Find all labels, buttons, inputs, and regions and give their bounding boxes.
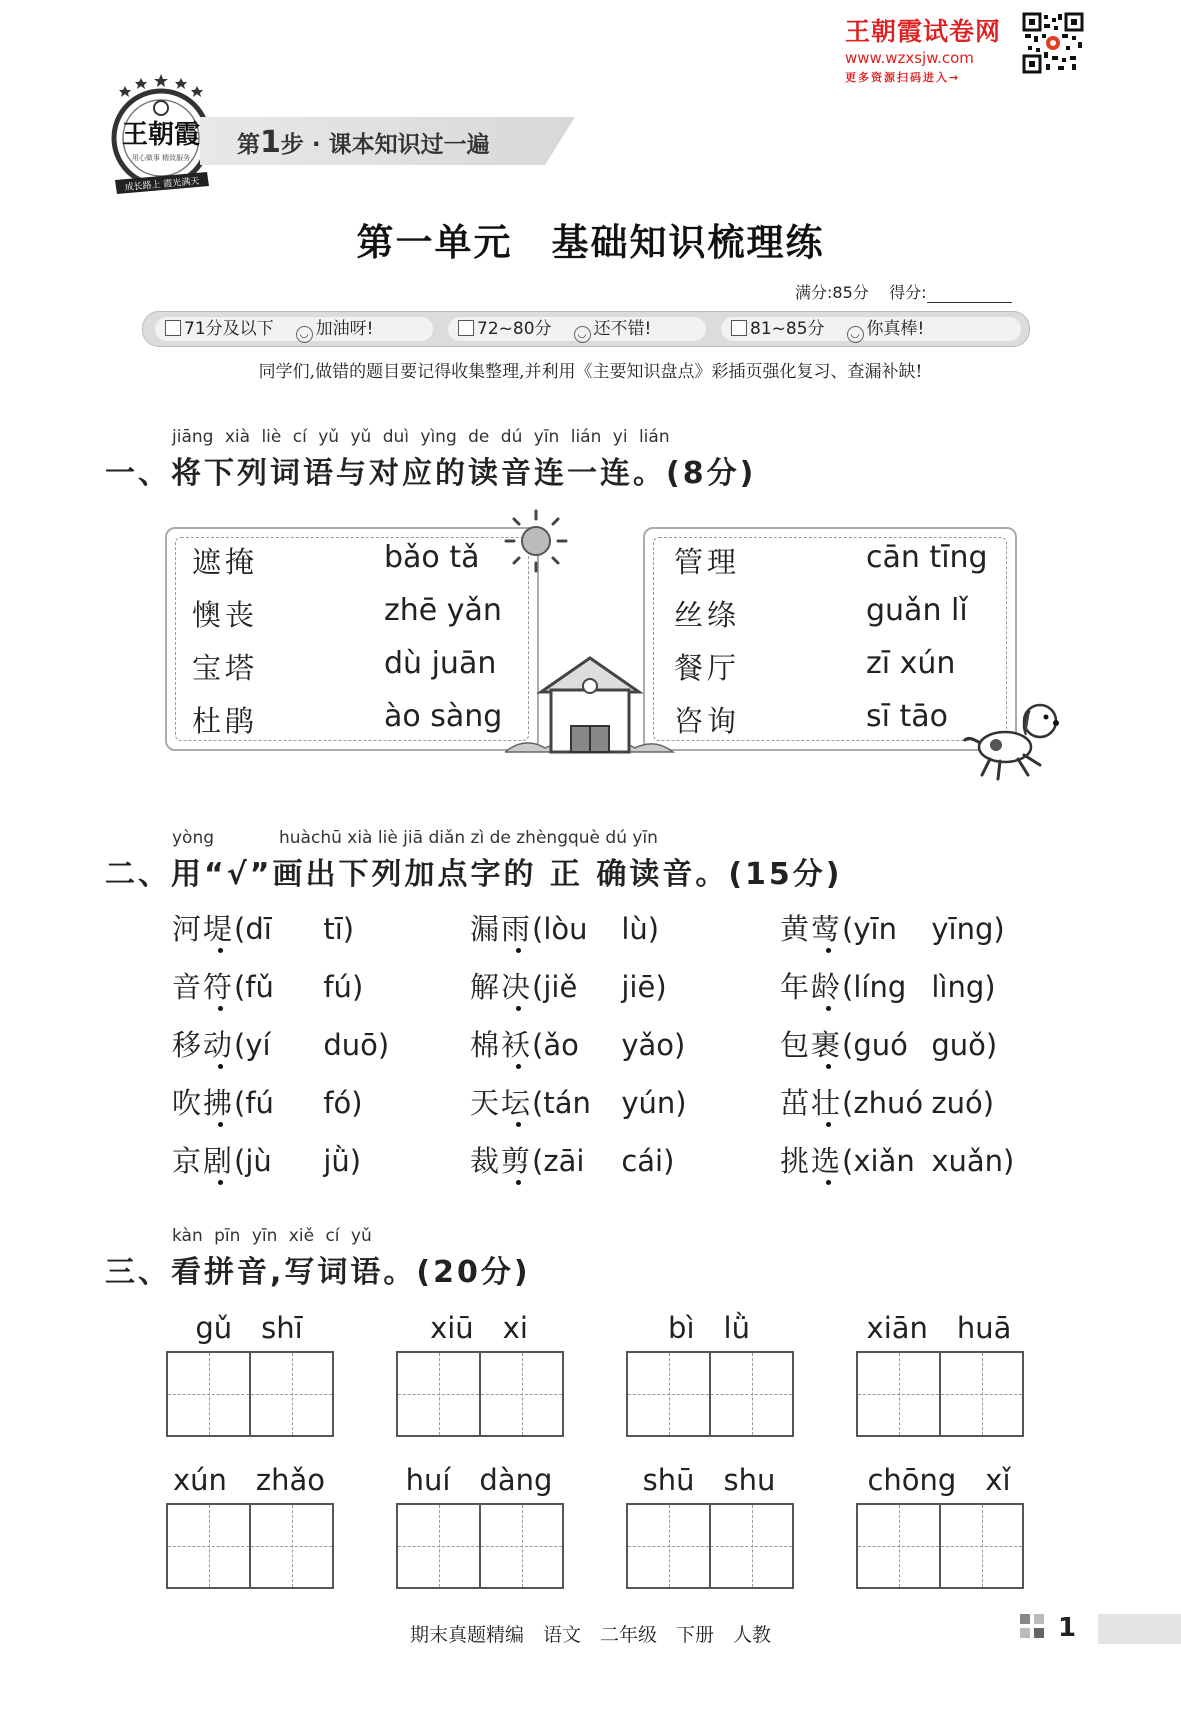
match-pinyin[interactable]: zhē yǎn [384, 593, 502, 628]
pronunciation-item [172, 965, 363, 1006]
emphasis-dot [516, 1064, 521, 1069]
paren-close: ) [351, 970, 364, 1004]
grade-range: 71分及以下 [184, 319, 274, 339]
reading-option-a[interactable]: dī [245, 912, 272, 946]
match-pinyin[interactable]: sī tāo [866, 699, 949, 734]
word-pinyin: shū shu [642, 1463, 776, 1497]
footer-text: 期末真题精编 语文 二年级 下册 人教 [409, 1624, 771, 1646]
grade-checkbox[interactable] [458, 320, 474, 336]
emphasis-dot [826, 1006, 831, 1011]
match-word[interactable]: 丝绦 [674, 598, 741, 632]
writing-grid[interactable] [166, 1503, 334, 1589]
dog-icon [960, 695, 1070, 785]
reading-option-a[interactable]: zāi [543, 1144, 585, 1178]
grade-checkbox[interactable] [731, 320, 747, 336]
q1-pinyin: jiāng xià liè cí yǔ yǔ duì yìng de dú yīn lián yi lián [172, 427, 670, 447]
page-title: 第一单元 基础知识梳理练 [356, 221, 825, 264]
reading-option-b[interactable]: jiē [621, 970, 656, 1004]
q2-pinyin-a: yòng [172, 828, 215, 848]
q2-heading: 二、用“√”画出下列加点字的 正 确读音。(15分) [105, 857, 843, 892]
paren-close: ) [675, 1086, 687, 1120]
pronunciation-item [780, 965, 996, 1006]
paren-close: ) [655, 970, 667, 1004]
writing-grid[interactable] [396, 1503, 564, 1589]
paren-close: ) [1003, 1144, 1015, 1178]
logo-text: 王朝霞 [121, 120, 201, 150]
q1-heading: 一、将下列词语与对应的读音连一连。(8分) [105, 456, 757, 491]
item-word: 漏雨 [470, 912, 533, 946]
paren-close: ) [663, 1144, 675, 1178]
reading-option-b[interactable]: fó [323, 1086, 352, 1120]
writing-grid[interactable] [856, 1503, 1024, 1589]
grade-comment: 你真棒! [866, 319, 925, 339]
paren-open: ( [842, 1144, 854, 1178]
paren-open: ( [842, 970, 854, 1004]
page-number: 1 [1058, 1613, 1077, 1643]
emphasis-dot [826, 948, 831, 953]
step-prefix: 第 [237, 132, 260, 158]
grade-option-low [155, 317, 433, 341]
reading-option-a[interactable]: zhuó [853, 1086, 924, 1120]
full-score: 满分:85分 [795, 283, 869, 302]
reading-option-b[interactable]: tī [323, 912, 343, 946]
reading-option-a[interactable]: líng [853, 970, 907, 1004]
item-word: 天坛 [470, 1086, 533, 1120]
item-word: 棉袄 [470, 1028, 533, 1062]
word-pinyin: xiū xi [430, 1311, 528, 1345]
paren-close: ) [342, 912, 355, 946]
reading-option-b[interactable]: duō [323, 1028, 378, 1062]
pronunciation-item [470, 907, 659, 948]
emphasis-dot [516, 1122, 521, 1127]
paren-close: ) [377, 1028, 390, 1062]
grade-comment: 还不错! [593, 319, 652, 339]
logo-ribbon: 成长路上 霞光满天 [124, 176, 200, 194]
item-word: 解决 [470, 970, 533, 1004]
corner-squares-icon [1020, 1614, 1052, 1644]
pronunciation-item [780, 907, 1005, 948]
pronunciation-item [172, 1023, 389, 1064]
paren-close: ) [674, 1028, 686, 1062]
paren-open: ( [532, 1086, 544, 1120]
emphasis-dot [218, 948, 223, 953]
paren-close: ) [351, 1086, 363, 1120]
item-word: 茁壮 [780, 1086, 843, 1120]
paren-open: ( [842, 1086, 854, 1120]
brand-block [845, 12, 1027, 85]
paren-close: ) [993, 912, 1005, 946]
reading-option-a[interactable]: lòu [543, 912, 588, 946]
brand-url[interactable]: www.wzxsjw.com [845, 49, 974, 67]
paren-open: ( [532, 970, 544, 1004]
reading-option-b[interactable]: fú [323, 970, 352, 1004]
match-word[interactable]: 咨询 [674, 704, 741, 738]
item-word: 挑选 [780, 1144, 843, 1178]
item-word: 京剧 [172, 1144, 235, 1178]
match-pinyin[interactable]: ào sàng [384, 699, 503, 734]
emphasis-dot [218, 1122, 223, 1127]
score-blank[interactable] [927, 302, 1012, 303]
emphasis-dot [826, 1122, 831, 1127]
emphasis-dot [516, 1006, 521, 1011]
reading-option-b[interactable]: zuó [931, 1086, 983, 1120]
match-pinyin[interactable]: bǎo tǎ [384, 540, 480, 575]
paren-open: ( [234, 970, 246, 1004]
reading-option-b[interactable]: xuǎn [931, 1144, 1004, 1178]
page-bar [1098, 1614, 1181, 1644]
emphasis-dot [218, 1064, 223, 1069]
pronunciation-item [470, 1081, 687, 1122]
word-pinyin: xiān huā [866, 1311, 1012, 1345]
emphasis-dot [218, 1180, 223, 1185]
item-word: 裁剪 [470, 1144, 533, 1178]
item-word: 年龄 [780, 970, 843, 1004]
qr-code-icon[interactable] [1022, 12, 1084, 74]
reading-option-a[interactable]: tán [543, 1086, 591, 1120]
reading-option-b[interactable]: yún [621, 1086, 676, 1120]
reading-option-b[interactable]: lìng [931, 970, 985, 1004]
grade-range: 72~80分 [477, 319, 552, 339]
score-line [795, 280, 1012, 303]
match-pinyin[interactable]: dù juān [384, 646, 497, 681]
reminder-text: 同学们,做错的题目要记得收集整理,并利用《主要知识盘点》彩插页强化复习、查漏补缺! [258, 362, 923, 382]
step-suffix: 步 · 课本知识过一遍 [280, 132, 490, 158]
emphasis-dot [826, 1064, 831, 1069]
reading-option-a[interactable]: fú [245, 1086, 274, 1120]
word-pinyin: xún zhǎo [172, 1463, 326, 1497]
paren-open: ( [234, 912, 246, 946]
reading-option-b[interactable]: lù [621, 912, 648, 946]
reading-option-a[interactable]: ǎo [543, 1028, 579, 1062]
brand-tip: 更多资源扫码进入→ [845, 71, 961, 84]
q3-pinyin: kàn pīn yīn xiě cí yǔ [172, 1226, 372, 1246]
item-word: 包裹 [780, 1028, 843, 1062]
pronunciation-item [172, 1139, 361, 1180]
q2-pinyin-b: huàchū xià liè jiā diǎn zì de zhèngquè dú yīn [279, 828, 658, 848]
pronunciation-item [780, 1081, 994, 1122]
step-label [237, 125, 490, 160]
reading-option-a[interactable]: guó [853, 1028, 908, 1062]
reading-option-a[interactable]: yīn [853, 912, 897, 946]
item-word: 移动 [172, 1028, 235, 1062]
paren-open: ( [532, 1144, 544, 1178]
reading-option-a[interactable]: fǔ [245, 970, 274, 1004]
pronunciation-item [470, 965, 667, 1006]
q3-heading: 三、看拼音,写词语。(20分) [105, 1255, 531, 1290]
reading-option-b[interactable]: jǜ [323, 1144, 350, 1178]
match-word[interactable]: 杜鹃 [192, 704, 259, 738]
word-pinyin: gǔ shī [195, 1311, 303, 1345]
reading-option-a[interactable]: jiě [543, 970, 578, 1004]
writing-grid[interactable] [856, 1351, 1024, 1437]
step-number: 1 [260, 125, 281, 160]
pronunciation-item [780, 1139, 1014, 1180]
score-label: 得分: [889, 283, 927, 302]
sun-icon [500, 507, 572, 575]
brand-name: 王朝霞试卷网 [845, 17, 1002, 46]
paren-close: ) [982, 1086, 995, 1120]
item-word: 河堤 [172, 912, 235, 946]
grade-checkbox[interactable] [165, 320, 181, 336]
paren-open: ( [234, 1028, 246, 1062]
word-pinyin: bì lǜ [668, 1311, 750, 1345]
emphasis-dot [516, 948, 521, 953]
grade-bar [142, 311, 1030, 347]
word-pinyin: chōng xǐ [867, 1463, 1011, 1497]
match-word[interactable]: 管理 [674, 545, 741, 579]
item-word: 吹拂 [172, 1086, 235, 1120]
grade-range: 81~85分 [750, 319, 825, 339]
item-word: 黄莺 [780, 912, 843, 946]
logo-ring-text: 用心做事 精致服务 [131, 154, 191, 162]
emphasis-dot [826, 1180, 831, 1185]
pronunciation-item [470, 1023, 685, 1064]
writing-grid[interactable] [396, 1351, 564, 1437]
reading-option-b[interactable]: yǎo [621, 1028, 675, 1062]
reading-option-a[interactable]: jù [245, 1144, 272, 1178]
paren-open: ( [842, 1028, 854, 1062]
writing-grid[interactable] [626, 1351, 794, 1437]
paren-open: ( [234, 1086, 246, 1120]
cheer-face-icon: ◡ [296, 326, 313, 343]
paren-close: ) [985, 1028, 998, 1062]
house-icon [505, 650, 675, 760]
grade-option-high [721, 317, 1021, 341]
match-pinyin[interactable]: cān tīng [866, 540, 988, 575]
pronunciation-item [172, 907, 354, 948]
match-pinyin[interactable]: zī xún [866, 646, 956, 681]
item-word: 音符 [172, 970, 235, 1004]
grade-option-mid [448, 317, 706, 341]
smile-face-icon: ◡ [574, 326, 591, 343]
reading-option-b[interactable]: yīng [931, 912, 994, 946]
happy-face-icon: ◡ [847, 326, 864, 343]
pronunciation-item [780, 1023, 997, 1064]
reading-option-b[interactable]: cái [621, 1144, 664, 1178]
emphasis-dot [218, 1006, 223, 1011]
paren-close: ) [349, 1144, 362, 1178]
grade-comment: 加油呀! [315, 319, 374, 339]
match-word[interactable]: 遮掩 [192, 545, 259, 579]
writing-grid[interactable] [626, 1503, 794, 1589]
paren-open: ( [842, 912, 854, 946]
match-word[interactable]: 餐厅 [674, 651, 741, 685]
word-pinyin: huí dàng [405, 1463, 553, 1497]
paren-open: ( [532, 1028, 544, 1062]
match-pinyin[interactable]: guǎn lǐ [866, 593, 968, 628]
emphasis-dot [516, 1180, 521, 1185]
paren-close: ) [984, 970, 996, 1004]
paren-open: ( [234, 1144, 246, 1178]
match-word[interactable]: 懊丧 [192, 598, 259, 632]
pronunciation-item [172, 1081, 363, 1122]
reading-option-b[interactable]: guǒ [931, 1028, 986, 1062]
reading-option-a[interactable]: yí [245, 1028, 271, 1062]
match-word[interactable]: 宝塔 [192, 651, 259, 685]
paren-open: ( [532, 912, 544, 946]
reading-option-a[interactable]: xiǎn [853, 1144, 915, 1178]
pronunciation-item [470, 1139, 674, 1180]
writing-grid[interactable] [166, 1351, 334, 1437]
paren-close: ) [647, 912, 660, 946]
